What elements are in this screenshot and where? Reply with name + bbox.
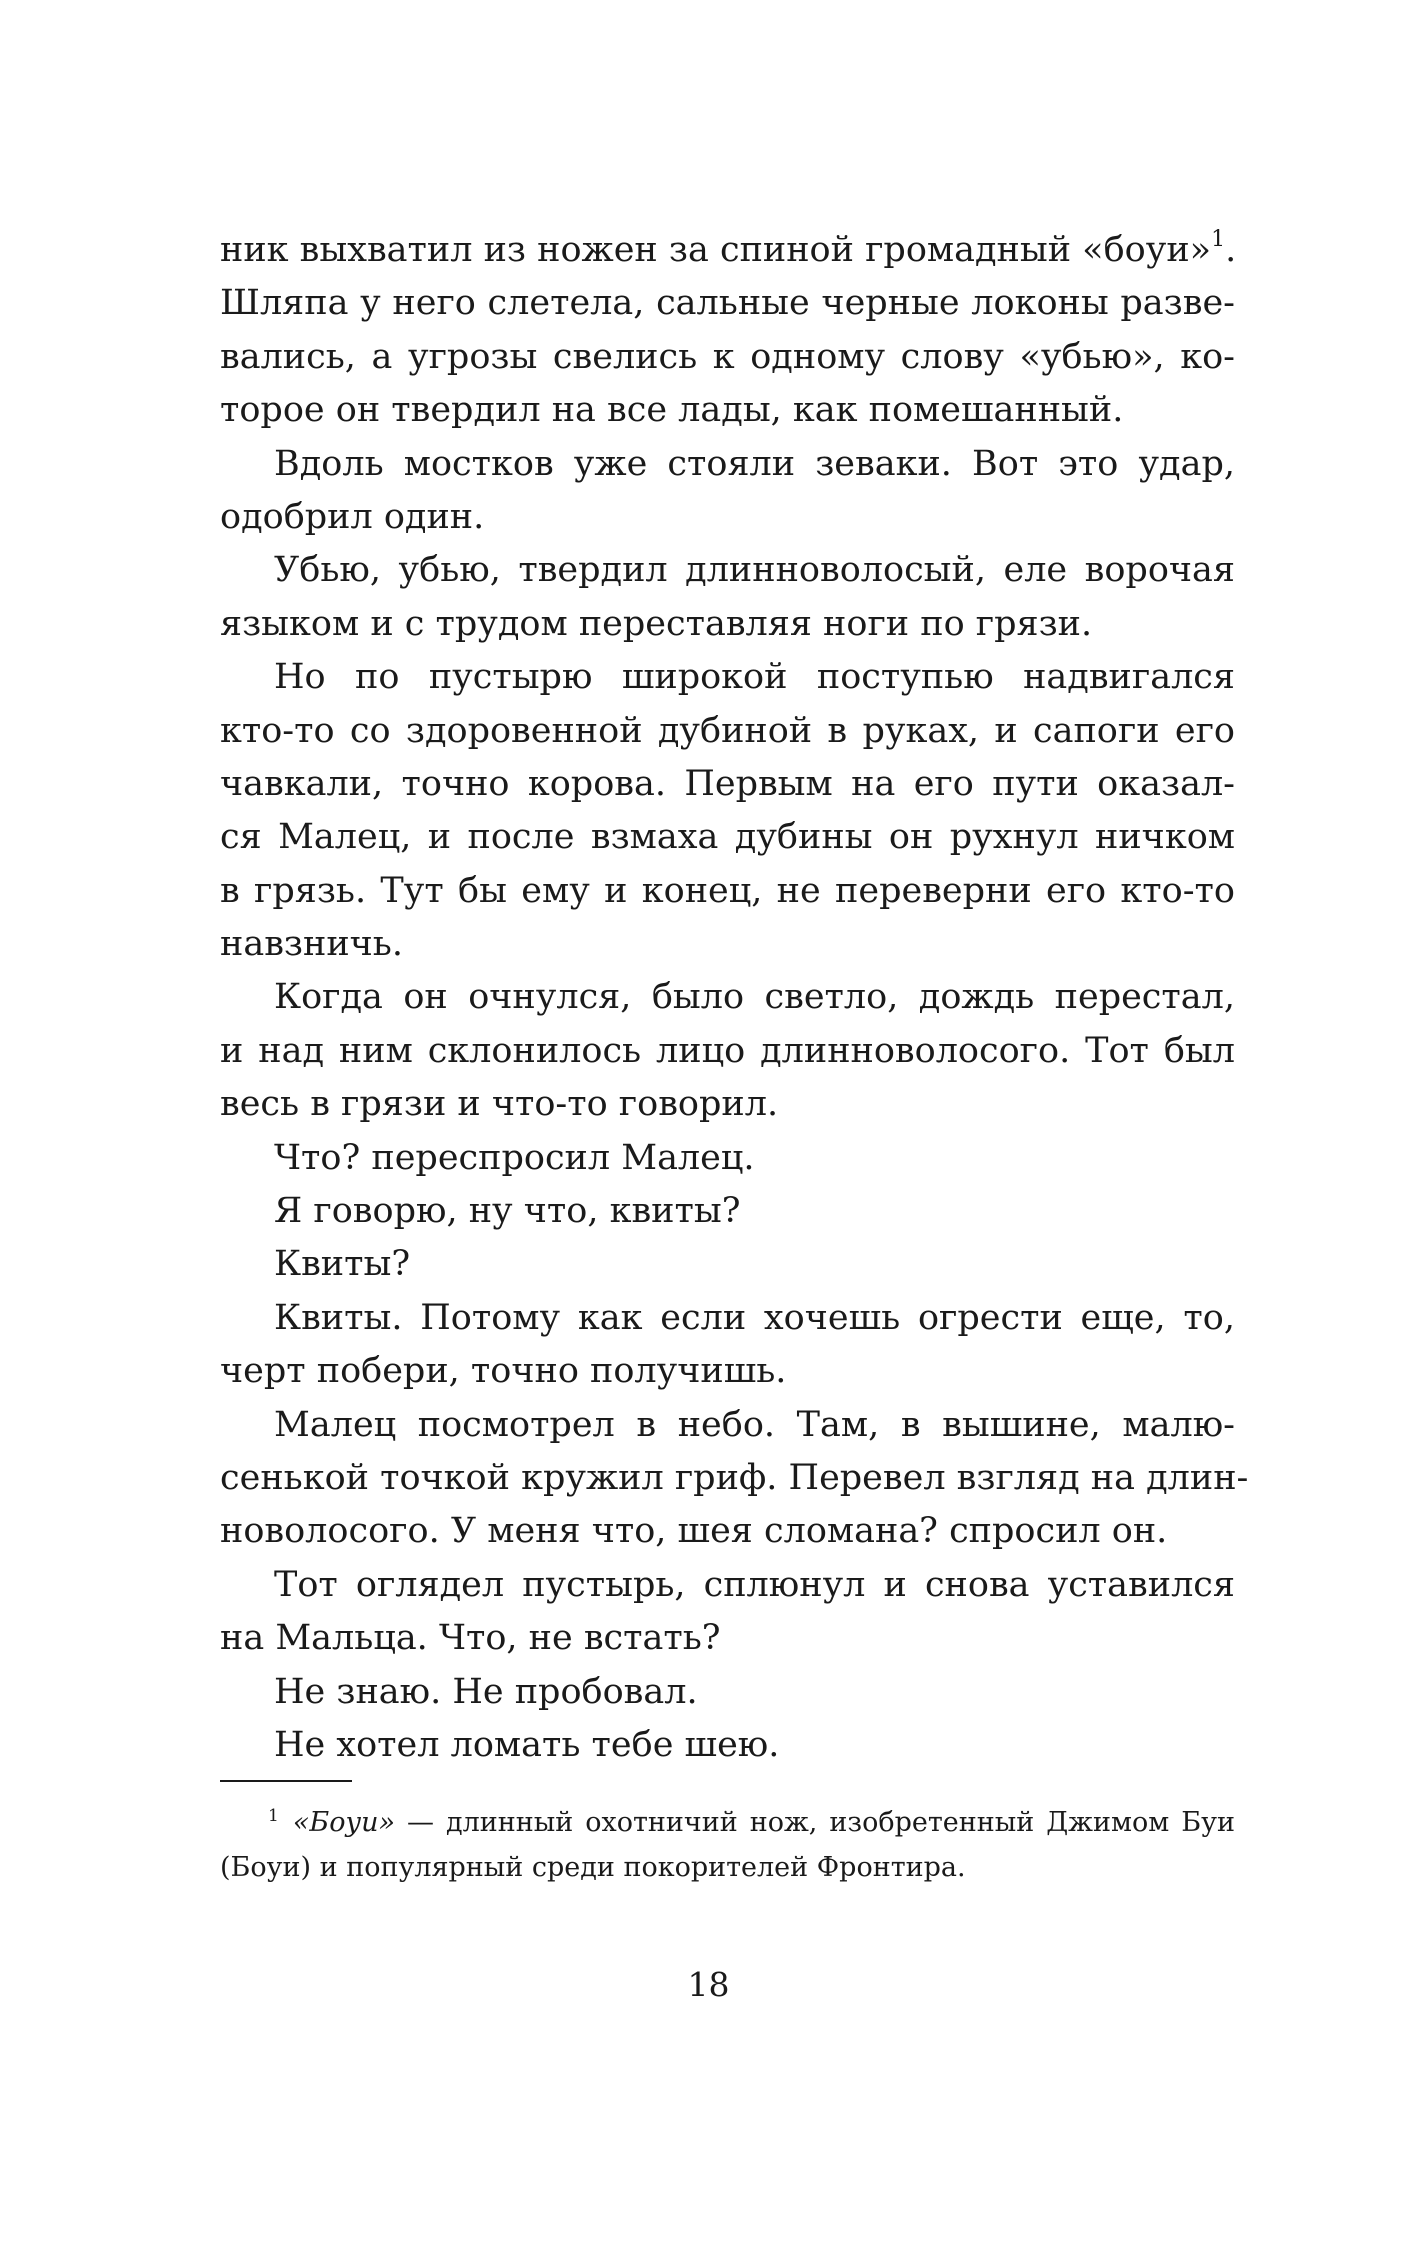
- text-line-content: Что? переспросил Малец.: [274, 1137, 755, 1178]
- text-line-content: Не хотел ломать тебе шею.: [274, 1724, 780, 1765]
- period: .: [1225, 230, 1237, 270]
- body-text: [220, 224, 1249, 1772]
- text-line-content: кто-то со здоровенной дубиной в руках, и сапоги его: [220, 710, 1235, 751]
- text-line: [220, 1559, 1235, 1612]
- text-line-content: на Мальца. Что, не встать?: [220, 1618, 721, 1659]
- text-line-content: Когда он очнулся, было светло, дождь перестал,: [274, 977, 1235, 1018]
- footnote-reference: 1: [1211, 227, 1226, 253]
- text-line: [220, 224, 1235, 277]
- footnote-term: «Боуи»: [292, 1807, 396, 1838]
- text-line: [220, 1719, 1235, 1772]
- text-line-content: Малец посмотрел в небо. Там, в вышине, малю-: [274, 1404, 1235, 1445]
- text-line: [220, 544, 1235, 597]
- text-line-content: ник выхватил из ножен за спиной громадный «боуи»: [220, 230, 1212, 270]
- text-line: [220, 758, 1235, 811]
- text-line-content: торое он твердил на все лады, как помешанный.: [220, 390, 1124, 431]
- text-line: [220, 918, 1235, 971]
- text-line-content: Я говорю, ну что, квиты?: [274, 1191, 741, 1232]
- text-line: [220, 1185, 1235, 1238]
- text-line: [220, 1345, 1235, 1398]
- footnote-mark: 1: [268, 1806, 279, 1826]
- text-line-content: вались, а угрозы свелись к одному слову «убью», ко-: [220, 336, 1235, 377]
- text-line: [220, 1612, 1235, 1665]
- text-line: [220, 1452, 1249, 1505]
- text-line-content: сенькой точкой кружил гриф. Перевел взгляд на длин-: [220, 1457, 1249, 1498]
- text-line-content: черт побери, точно получишь.: [220, 1351, 787, 1392]
- text-line: [220, 491, 1235, 544]
- text-line: [220, 1132, 1235, 1185]
- text-line-content: навзничь.: [220, 924, 403, 965]
- text-line: [220, 384, 1235, 437]
- text-line: [220, 438, 1235, 491]
- text-line-content: чавкали, точно корова. Первым на его пути оказал-: [220, 763, 1235, 804]
- text-line: [220, 277, 1235, 330]
- text-line-content: Вдоль мостков уже стояли зеваки. Вот это удар,: [274, 443, 1235, 484]
- text-line: [220, 1078, 1235, 1131]
- footnote: [220, 1800, 1235, 1890]
- text-line-content: Тот оглядел пустырь, сплюнул и снова уставился: [274, 1564, 1235, 1605]
- text-line: [220, 1292, 1235, 1345]
- text-line-content: Квиты?: [274, 1244, 411, 1285]
- footnote-text-1: — длинный охотничий нож, изобретенный Джимом Буи: [395, 1807, 1235, 1838]
- text-line: [220, 1666, 1235, 1719]
- text-line: [220, 865, 1235, 918]
- text-line-content: языком и с трудом переставляя ноги по грязи.: [220, 603, 1093, 644]
- text-line-content: ся Малец, и после взмаха дубины он рухнул ничком: [220, 817, 1235, 858]
- footnote-line-1: [220, 1800, 1235, 1845]
- text-line-content: и над ним склонилось лицо длинноволосого. Тот был: [220, 1030, 1235, 1071]
- footnote-line-2: (Боуи) и популярный среди покорителей Фронтира.: [220, 1852, 966, 1883]
- text-line: [220, 811, 1235, 864]
- text-line: [220, 1505, 1235, 1558]
- text-line: [220, 598, 1235, 651]
- text-line-content: Не знаю. Не пробовал.: [274, 1671, 698, 1712]
- footnote-separator: [220, 1780, 352, 1782]
- text-line: [220, 651, 1235, 704]
- text-line-content: новолосого. У меня что, шея сломана? спросил он.: [220, 1511, 1168, 1552]
- text-line: [220, 705, 1235, 758]
- text-line-content: Квиты. Потому как если хочешь огрести еще, то,: [274, 1297, 1235, 1338]
- text-line-content: в грязь. Тут бы ему и конец, не переверни его кто-то: [220, 870, 1235, 911]
- page-number: 18: [687, 1965, 730, 2004]
- text-line: [220, 331, 1235, 384]
- text-line: [220, 971, 1235, 1024]
- text-line-content: одобрил один.: [220, 496, 485, 537]
- text-line-content: Но по пустырю широкой поступью надвигался: [274, 657, 1235, 698]
- text-line-content: Убью, убью, твердил длинноволосый, еле ворочая: [274, 550, 1235, 591]
- text-line: [220, 1238, 1235, 1291]
- text-line-content: Шляпа у него слетела, сальные черные локоны разве-: [220, 283, 1235, 324]
- text-line: [220, 1399, 1235, 1452]
- text-line: [220, 1025, 1235, 1078]
- text-line-content: весь в грязи и что-то говорил.: [220, 1084, 779, 1125]
